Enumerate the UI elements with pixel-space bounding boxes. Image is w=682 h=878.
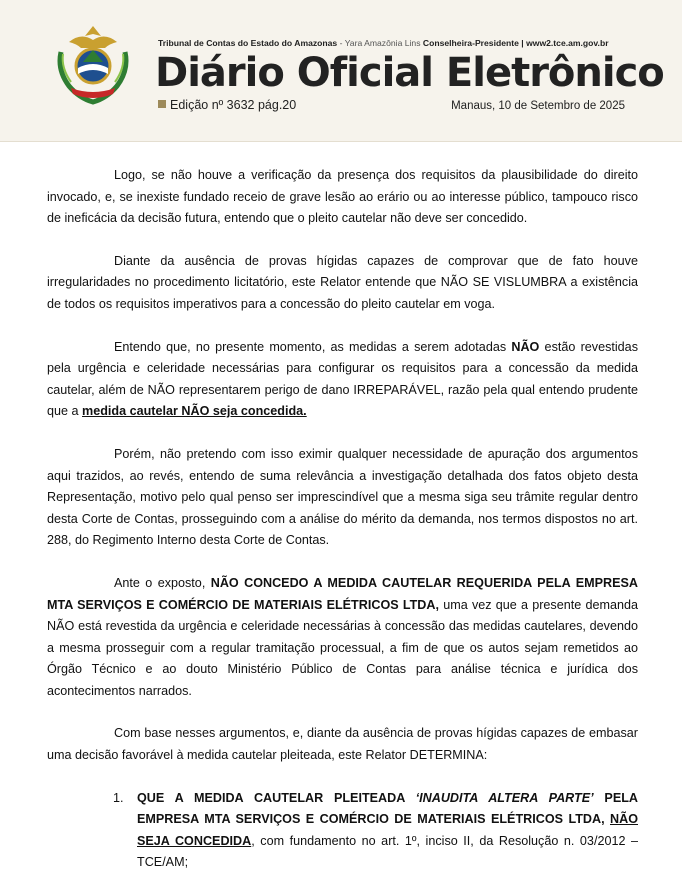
edition-info bbox=[158, 98, 296, 112]
separator: | bbox=[518, 38, 527, 48]
separator: - bbox=[337, 38, 345, 48]
text-run: uma vez que a presente demanda NÃO está revestida da urgência e celeridade necessárias à concessão das medidas cautelares, devendo a mesma prosseguir com a regular tramitação processual, a fim de que os autos sejam remetidos ao Órgão Técnico e ao douto Ministério Público de Contas para análise técnica e jurídica dos acontecimentos narrados. bbox=[47, 597, 638, 698]
paragraph: Porém, não pretendo com isso eximir qualquer necessidade de apuração dos argumentos aqui trazidos, ao revés, entendo de suma relevância a investigação detalhada dos fatos objeto desta Representação, motivo pelo qual penso ser imprescindível que a mesma siga seu trâmite regular dentro desta Corte de Contas, prosseguindo com a análise do mérito da demanda, nos termos dispostos no art. 288, do Regimento Interno desta Corte de Contas. bbox=[47, 446, 638, 548]
state-crest-logo bbox=[53, 22, 133, 108]
emphasis-text: NÃO CONCEDO A MEDIDA CAUTELAR REQUERIDA PELA EMPRESA MTA SERVIÇOS E COMÉRCIO DE MATERIAIS ELÉTRICOS LTDA, bbox=[47, 575, 638, 612]
text-run: PELA EMPRESA MTA SERVIÇOS E COMÉRCIO DE MATERIAIS ELÉTRICOS LTDA, bbox=[137, 790, 639, 827]
page-header bbox=[0, 0, 682, 142]
document-body bbox=[47, 165, 638, 874]
text-run: Ante o exposto, bbox=[114, 575, 211, 590]
emphasis-underlined-text: NÃO SEJA CONCEDIDA bbox=[137, 812, 638, 848]
edition-square-icon bbox=[158, 100, 166, 108]
text-run: , com fundamento no art. 1º, inciso II, da Resolução n. 03/2012 – TCE/AM; bbox=[137, 833, 638, 870]
website-link[interactable]: www2.tce.am.gov.br bbox=[526, 38, 609, 48]
text-run: QUE A MEDIDA CAUTELAR PLEITEADA bbox=[137, 790, 416, 805]
paragraph: Logo, se não houve a verificação da presença dos requisitos da plausibilidade do direito invocado, e, se inexiste fundado receio de grave lesão ao erário ou ao interesse público, tampouco risco de ineficácia da decisão futura, entendo que o pleito cautelar não deve ser concedido. bbox=[47, 168, 638, 226]
issue-date: Manaus, 10 de Setembro de 2025 bbox=[451, 100, 625, 112]
text-run: Entendo que, no presente momento, as medidas a serem adotadas bbox=[114, 339, 512, 354]
list-number: 1. bbox=[113, 790, 124, 805]
president-role: Conselheira-Presidente bbox=[422, 38, 519, 48]
paragraph: Diante da ausência de provas hígidas capazes de comprovar que de fato houve irregularidades no procedimento licitatório, este Relator entende que NÃO SE VISLUMBRA a existência de todos os requisitos imperativos para a concessão do pleito cautelar em voga. bbox=[47, 253, 638, 311]
emphasis-underlined-text: medida cautelar NÃO seja concedida. bbox=[82, 404, 307, 419]
determination-list bbox=[47, 788, 638, 874]
paragraph: Com base nesses argumentos, e, diante da ausência de provas hígidas capazes de embasar uma decisão favorável à medida cautelar pleiteada, este Relator DETERMINA: bbox=[47, 726, 638, 763]
emphasis-text: NÃO bbox=[511, 339, 540, 354]
tribunal-name: Tribunal de Contas do Estado do Amazonas bbox=[158, 38, 338, 48]
paragraph bbox=[47, 337, 638, 423]
latin-phrase: ‘INAUDITA ALTERA PARTE’ bbox=[415, 790, 594, 805]
masthead-title: Diário Oficial Eletrônico bbox=[155, 50, 664, 96]
text-run: estão revestidas pela urgência e celeridade necessárias para configurar os requisitos para a concessão da medida cautelar, além de NÃO representarem perigo de dano IRREPARÁVEL, razão pela qual entendo prudente que a bbox=[47, 339, 638, 419]
tribunal-credit-line bbox=[158, 38, 609, 48]
edition-label: Edição nº 3632 pág.20 bbox=[170, 98, 297, 112]
paragraph bbox=[47, 573, 638, 703]
president-name: Yara Amazônia Lins bbox=[344, 38, 421, 48]
list-item bbox=[47, 788, 638, 874]
